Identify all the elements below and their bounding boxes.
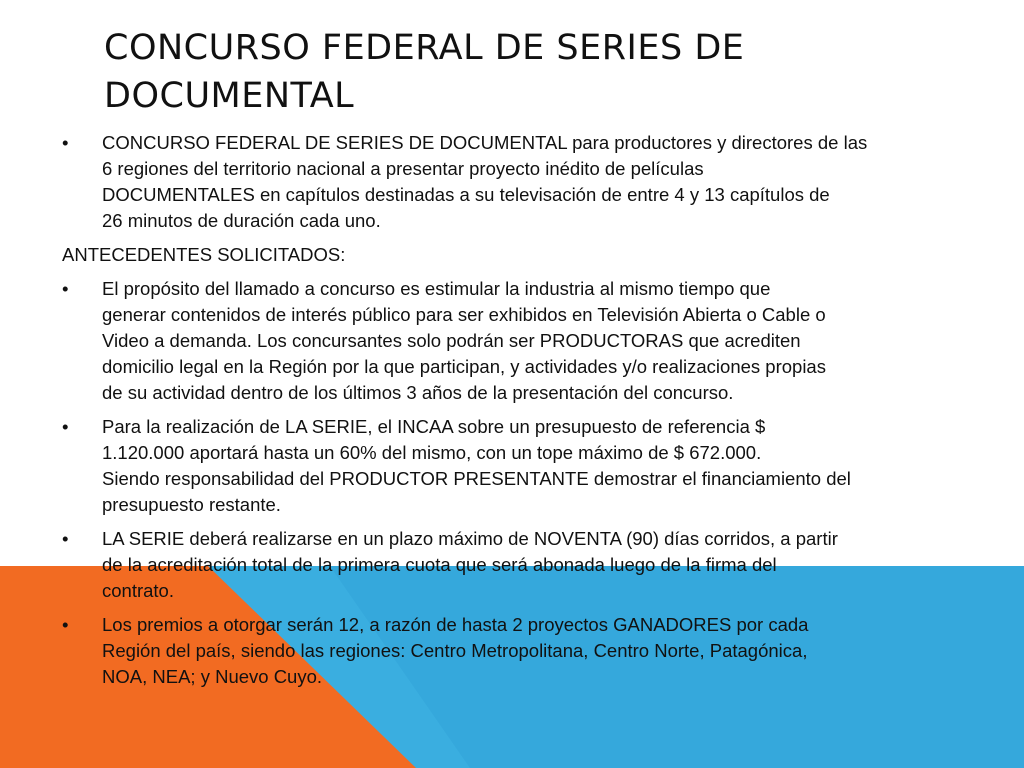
list-item: [62, 276, 952, 406]
section-heading: ANTECEDENTES SOLICITADOS:: [62, 244, 346, 265]
text-line: 6 regiones del territorio nacional a presentar proyecto inédito de películas: [102, 158, 704, 179]
text-line: contrato.: [102, 580, 174, 601]
text-line: Los premios a otorgar serán 12, a razón de hasta 2 proyectos GANADORES por cada: [102, 614, 809, 635]
title-line: CONCURSO FEDERAL DE SERIES DE: [104, 28, 745, 68]
text-line: presupuesto restante.: [102, 494, 281, 515]
text-line: 26 minutos de duración cada uno.: [102, 210, 381, 231]
text-line: Para la realización de LA SERIE, el INCAA sobre un presupuesto de referencia $: [102, 416, 766, 437]
text-line: de su actividad dentro de los últimos 3 años de la presentación del concurso.: [102, 382, 734, 403]
text-line: domicilio legal en la Región por la que participan, y actividades y/o realizaciones propias: [102, 356, 826, 377]
text-line: Siendo responsabilidad del PRODUCTOR PRESENTANTE demostrar el financiamiento del: [102, 468, 851, 489]
text-line: LA SERIE deberá realizarse en un plazo máximo de NOVENTA (90) días corridos, a partir: [102, 528, 838, 549]
slide-body: [62, 130, 952, 698]
intro-paragraph: [62, 130, 952, 234]
text-line: Video a demanda. Los concursantes solo podrán ser PRODUCTORAS que acrediten: [102, 330, 801, 351]
list-item: [62, 526, 952, 604]
slide-title: [104, 24, 964, 120]
title-line: DOCUMENTAL: [104, 76, 355, 116]
bullet-marker: •: [62, 278, 69, 299]
text-line: DOCUMENTALES en capítulos destinadas a su televisación de entre 4 y 13 capítulos de: [102, 184, 830, 205]
text-line: generar contenidos de interés público para ser exhibidos en Televisión Abierta o Cable o: [102, 304, 826, 325]
list-item: [62, 612, 952, 690]
text-line: NOA, NEA; y Nuevo Cuyo.: [102, 666, 323, 687]
bullet-marker: •: [62, 132, 69, 153]
text-line: 1.120.000 aportará hasta un 60% del mismo, con un tope máximo de $ 672.000.: [102, 442, 762, 463]
bullet-marker: •: [62, 416, 69, 437]
text-line: de la acreditación total de la primera cuota que será abonada luego de la firma del: [102, 554, 777, 575]
text-line: El propósito del llamado a concurso es estimular la industria al mismo tiempo que: [102, 278, 771, 299]
text-line: Región del país, siendo las regiones: Centro Metropolitana, Centro Norte, Patagónica,: [102, 640, 808, 661]
list-item: [62, 414, 952, 518]
bullet-marker: •: [62, 528, 69, 549]
bullet-marker: •: [62, 614, 69, 635]
text-line: CONCURSO FEDERAL DE SERIES DE DOCUMENTAL para productores y directores de las: [102, 132, 868, 153]
